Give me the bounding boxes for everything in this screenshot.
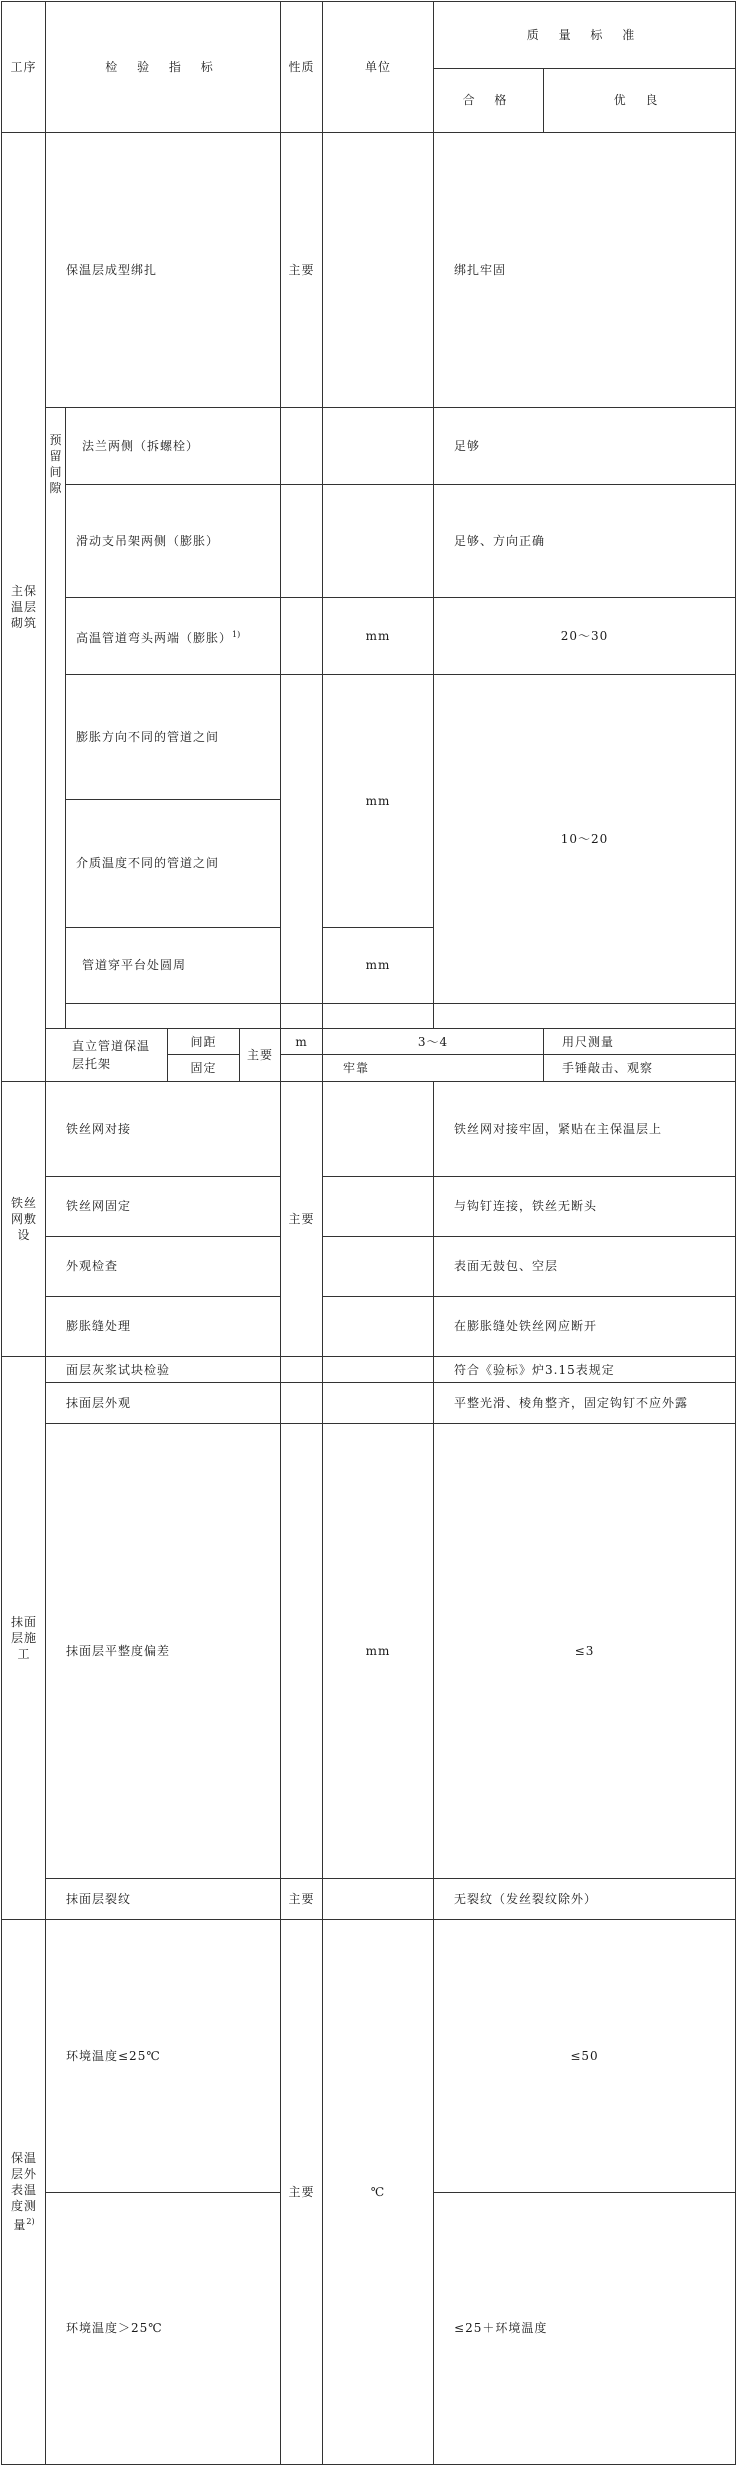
- table-row: [2, 485, 736, 598]
- cell-unit: [323, 133, 434, 408]
- header-item: 检 验 指 标: [46, 2, 281, 133]
- cell-item: 环境温度＞25℃: [46, 2192, 281, 2465]
- cell-item: 抹面层外观: [46, 1383, 281, 1424]
- header-pass: 合 格: [434, 68, 544, 132]
- cell-nature: 主要: [281, 1879, 323, 1920]
- cell-standard: 牢靠: [323, 1055, 544, 1082]
- table-row: [2, 1236, 736, 1296]
- cell-standard: [434, 1004, 736, 1029]
- cell-standard: 3～4: [323, 1029, 544, 1055]
- cell-standard: 足够、方向正确: [434, 485, 736, 598]
- cell-unit: [323, 1357, 434, 1383]
- cell-item: 高温管道弯头两端（膨胀）$^{1)}$: [66, 598, 281, 675]
- cell-standard: 与钩钉连接，铁丝无断头: [434, 1176, 736, 1236]
- table-row: [2, 1357, 736, 1383]
- cell-item: 滑动支吊架两侧（膨胀）: [66, 485, 281, 598]
- cell-standard: ≤25＋环境温度: [434, 2192, 736, 2465]
- cell-unit: mm: [323, 1424, 434, 1879]
- cell-item: 膨胀缝处理: [46, 1296, 281, 1356]
- cell-nature: [281, 408, 323, 485]
- cell-nature: 主要: [240, 1029, 281, 1082]
- table-row: [2, 1176, 736, 1236]
- header-nature: 性质: [281, 2, 323, 133]
- table-row: [2, 598, 736, 675]
- cell-method: 用尺测量: [544, 1029, 736, 1055]
- cell-item: 抹面层裂纹: [46, 1879, 281, 1920]
- table-row: [2, 1004, 736, 1029]
- cell-unit: [323, 485, 434, 598]
- cell-unit: [281, 1055, 323, 1082]
- table-row: [2, 408, 736, 485]
- cell-item: 面层灰浆试块检验: [46, 1357, 281, 1383]
- cell-nature: 主要: [281, 1082, 323, 1357]
- cell-standard: 铁丝网对接牢固，紧贴在主保温层上: [434, 1082, 736, 1177]
- sub-label-gap: 预留间隙: [46, 408, 66, 1029]
- cell-nature: [281, 1383, 323, 1424]
- cell-unit: [323, 1176, 434, 1236]
- cell-standard: 无裂纹（发丝裂纹除外）: [434, 1879, 736, 1920]
- table-row: [2, 1879, 736, 1920]
- cell-nature: [281, 485, 323, 598]
- cell-nature: [281, 1357, 323, 1383]
- cell-item: 管道穿平台处圆周: [66, 927, 281, 1003]
- cell-standard: 绑扎牢固: [434, 133, 736, 408]
- cell-item: 铁丝网固定: [46, 1176, 281, 1236]
- table-row: [2, 133, 736, 408]
- table-row: [2, 1029, 736, 1055]
- cell-nature: [281, 598, 323, 675]
- cell-unit: [323, 408, 434, 485]
- cell-standard: 20～30: [434, 598, 736, 675]
- cell-standard: 足够: [434, 408, 736, 485]
- cell-item: 介质温度不同的管道之间: [66, 799, 281, 927]
- header-unit: 单位: [323, 2, 434, 133]
- cell-nature: [281, 1004, 323, 1029]
- cell-item: 膨胀方向不同的管道之间: [66, 675, 281, 800]
- table-row: [2, 675, 736, 800]
- header-standard: 质 量 标 准: [434, 2, 736, 69]
- cell-unit: [323, 1296, 434, 1356]
- group-label-plastering: 抹面层施工: [2, 1357, 46, 1920]
- header-excellent: 优 良: [544, 68, 736, 132]
- cell-item: 铁丝网对接: [46, 1082, 281, 1177]
- cell-item: 保温层成型绑扎: [46, 133, 281, 408]
- cell-unit: mm: [323, 598, 434, 675]
- group-label-temperature: 保温层外表温度测量$^{2)}$: [2, 1920, 46, 2465]
- cell-item: [66, 1004, 281, 1029]
- header-row: [2, 2, 736, 69]
- cell-standard: 表面无鼓包、空层: [434, 1236, 736, 1296]
- cell-nature: 主要: [281, 1920, 323, 2465]
- cell-nature: [281, 675, 323, 1004]
- table-row: [2, 1383, 736, 1424]
- cell-unit: [323, 1879, 434, 1920]
- table-row: [2, 1296, 736, 1356]
- cell-unit: mm: [323, 675, 434, 928]
- cell-subitem: 固定: [168, 1055, 240, 1082]
- table-row: [2, 1424, 736, 1879]
- cell-unit: mm: [323, 927, 434, 1003]
- cell-unit: [323, 1004, 434, 1029]
- cell-unit: [323, 1383, 434, 1424]
- cell-standard: ≤3: [434, 1424, 736, 1879]
- cell-standard: ≤50: [434, 1920, 736, 2193]
- group-label-wire-mesh: 铁丝网敷设: [2, 1082, 46, 1357]
- cell-item: 抹面层平整度偏差: [46, 1424, 281, 1879]
- cell-standard: 在膨胀缝处铁丝网应断开: [434, 1296, 736, 1356]
- cell-nature: 主要: [281, 133, 323, 408]
- cell-subitem: 间距: [168, 1029, 240, 1055]
- cell-unit: m: [281, 1029, 323, 1055]
- cell-unit: [323, 1082, 434, 1177]
- cell-standard: 平整光滑、棱角整齐，固定钩钉不应外露: [434, 1383, 736, 1424]
- table-row: [2, 1920, 736, 2193]
- cell-item: 法兰两侧（拆螺栓）: [66, 408, 281, 485]
- group-label-insulation: 主保温层砌筑: [2, 133, 46, 1082]
- cell-item: 环境温度≤25℃: [46, 1920, 281, 2193]
- cell-item: 直立管道保温层托架: [46, 1029, 168, 1082]
- cell-nature: [281, 1424, 323, 1879]
- cell-method: 手锤敲击、观察: [544, 1055, 736, 1082]
- table-row: [2, 1082, 736, 1177]
- cell-standard: 符合《验标》炉3.15表规定: [434, 1357, 736, 1383]
- inspection-table: [1, 1, 736, 2465]
- cell-unit: ℃: [323, 1920, 434, 2465]
- cell-item: 外观检查: [46, 1236, 281, 1296]
- cell-standard: 10～20: [434, 675, 736, 1004]
- header-process: 工序: [2, 2, 46, 133]
- cell-unit: [323, 1236, 434, 1296]
